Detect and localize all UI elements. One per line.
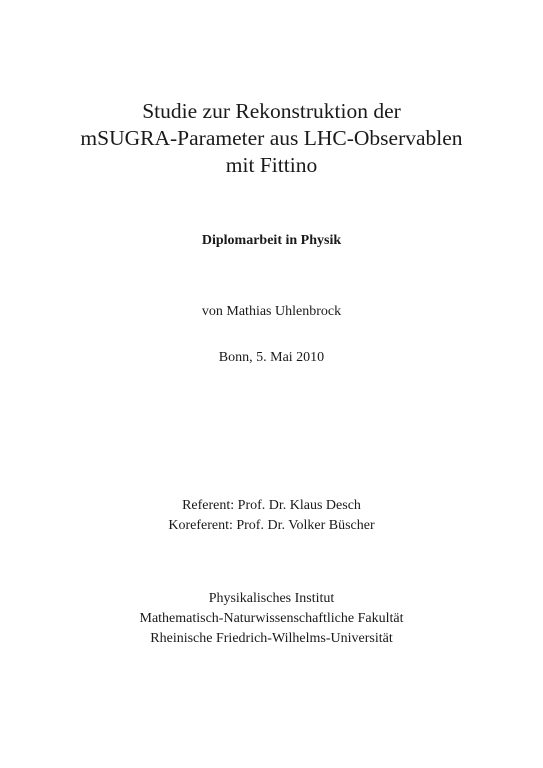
- thesis-type: Diplomarbeit in Physik: [201, 233, 342, 248]
- institute-line-3: Rheinische Friedrich-Wilhelms-Universität: [150, 631, 393, 646]
- koreferent-line: Koreferent: Prof. Dr. Volker Büscher: [168, 518, 375, 533]
- author-line: von Mathias Uhlenbrock: [201, 304, 342, 319]
- institute-block: [0, 589, 543, 649]
- thesis-title-line-3: mit Fittino: [225, 153, 318, 177]
- thesis-title-line-2: mSUGRA-Parameter aus LHC-Observablen: [80, 126, 463, 150]
- date-line: Bonn, 5. Mai 2010: [218, 350, 325, 365]
- institute-line-1: Physikalisches Institut: [208, 591, 335, 606]
- institute-line-2: Mathematisch-Naturwissenschaftliche Fakultät: [139, 611, 404, 626]
- thesis-title: [0, 98, 543, 179]
- referent-line: Referent: Prof. Dr. Klaus Desch: [182, 498, 361, 513]
- thesis-title-line-1: Studie zur Rekonstruktion der: [142, 99, 401, 123]
- referees-block: [0, 496, 543, 536]
